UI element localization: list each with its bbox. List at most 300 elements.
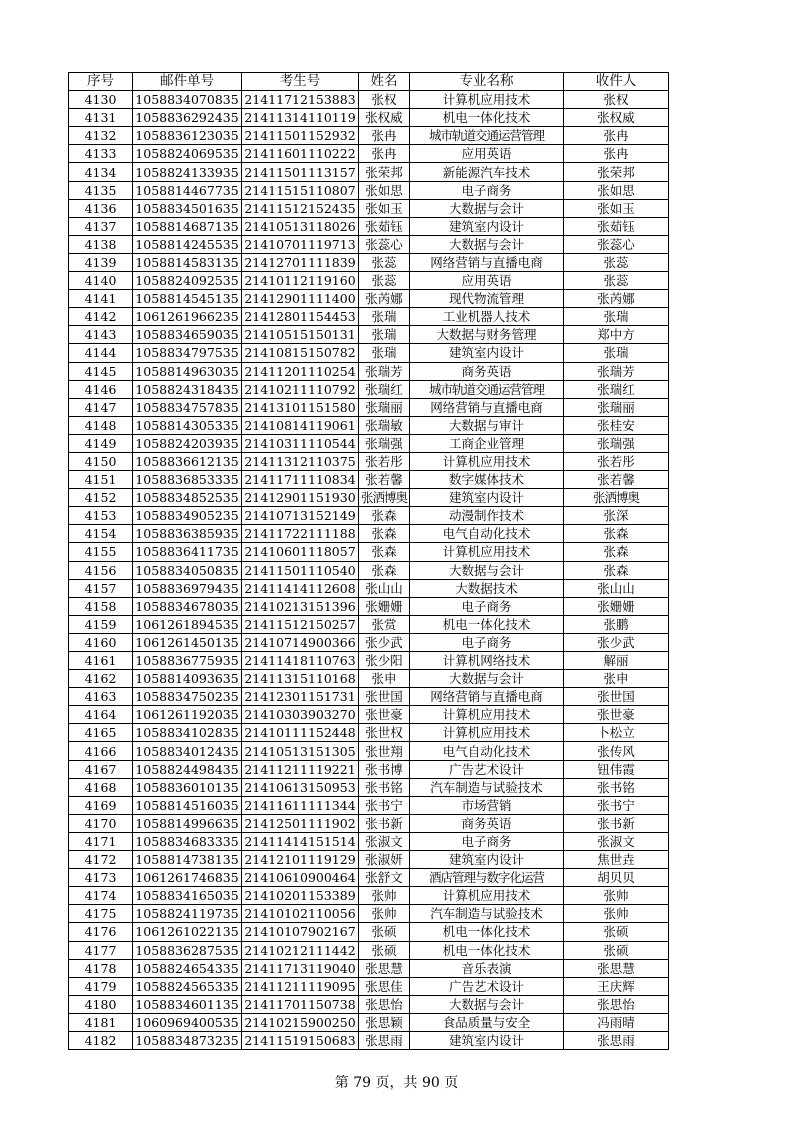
cell-recipient: 张桂安 [564, 416, 669, 434]
cell-recipient: 张权 [564, 91, 669, 109]
table-row [69, 525, 669, 543]
cell-seq: 4134 [69, 163, 133, 181]
cell-seq: 4132 [69, 127, 133, 145]
cell-name: 张如玉 [359, 199, 410, 217]
cell-name: 张帅 [359, 887, 410, 905]
cell-seq: 4149 [69, 434, 133, 452]
cell-seq: 4173 [69, 869, 133, 887]
cell-recipient: 张书新 [564, 814, 669, 832]
cell-seq: 4178 [69, 959, 133, 977]
cell-name: 张森 [359, 507, 410, 525]
cell-major: 城市轨道交通运营管理 [410, 127, 564, 145]
cell-major: 商务英语 [410, 362, 564, 380]
cell-exam-number: 21410213151396 [242, 597, 359, 615]
cell-mail-number: 1058834659035 [133, 326, 242, 344]
cell-name: 张冉 [359, 145, 410, 163]
cell-name: 张书博 [359, 760, 410, 778]
cell-seq: 4145 [69, 362, 133, 380]
table-row [69, 597, 669, 615]
cell-exam-number: 21410815150782 [242, 344, 359, 362]
header-recipient: 收件人 [564, 73, 669, 91]
cell-recipient: 张山山 [564, 579, 669, 597]
table-row [69, 326, 669, 344]
table-row [69, 235, 669, 253]
cell-name: 张思颖 [359, 1013, 410, 1031]
cell-recipient: 张书宁 [564, 796, 669, 814]
cell-recipient: 张荣邦 [564, 163, 669, 181]
cell-major: 音乐表演 [410, 959, 564, 977]
cell-major: 大数据与会计 [410, 670, 564, 688]
cell-name: 张权威 [359, 109, 410, 127]
table-row [69, 579, 669, 597]
recipient-table [68, 72, 669, 1050]
cell-exam-number: 21410601118057 [242, 543, 359, 561]
cell-recipient: 张瑞 [564, 308, 669, 326]
cell-name: 张森 [359, 525, 410, 543]
cell-exam-number: 21411414151514 [242, 832, 359, 850]
cell-mail-number: 1061261450135 [133, 633, 242, 651]
cell-recipient: 张书铭 [564, 778, 669, 796]
cell-mail-number: 1058834797535 [133, 344, 242, 362]
cell-mail-number: 1058824654335 [133, 959, 242, 977]
cell-seq: 4180 [69, 995, 133, 1013]
table-row [69, 905, 669, 923]
table-row [69, 652, 669, 670]
cell-mail-number: 1058834905235 [133, 507, 242, 525]
table-row [69, 471, 669, 489]
cell-exam-number: 21412101119129 [242, 851, 359, 869]
cell-major: 汽车制造与试验技术 [410, 778, 564, 796]
cell-exam-number: 21411211119221 [242, 760, 359, 778]
cell-recipient: 张申 [564, 670, 669, 688]
cell-major: 大数据与审计 [410, 416, 564, 434]
cell-exam-number: 21410513151305 [242, 742, 359, 760]
table-row [69, 724, 669, 742]
cell-seq: 4133 [69, 145, 133, 163]
cell-recipient: 张洒博奥 [564, 489, 669, 507]
cell-seq: 4177 [69, 941, 133, 959]
cell-exam-number: 21410814119061 [242, 416, 359, 434]
cell-exam-number: 21410513118026 [242, 217, 359, 235]
cell-recipient: 张森 [564, 525, 669, 543]
table-row [69, 163, 669, 181]
cell-seq: 4130 [69, 91, 133, 109]
cell-mail-number: 1058836287535 [133, 941, 242, 959]
cell-name: 张思佳 [359, 977, 410, 995]
cell-recipient: 张瑞芳 [564, 362, 669, 380]
cell-seq: 4169 [69, 796, 133, 814]
cell-seq: 4167 [69, 760, 133, 778]
header-row [69, 73, 669, 91]
cell-exam-number: 21412301151731 [242, 688, 359, 706]
cell-mail-number: 1058834165035 [133, 887, 242, 905]
cell-recipient: 张深 [564, 507, 669, 525]
cell-major: 动漫制作技术 [410, 507, 564, 525]
table-row [69, 145, 669, 163]
cell-mail-number: 1058834683335 [133, 832, 242, 850]
header-mail-number: 邮件单号 [133, 73, 242, 91]
cell-seq: 4176 [69, 923, 133, 941]
cell-exam-number: 21410111152448 [242, 724, 359, 742]
cell-name: 张书宁 [359, 796, 410, 814]
cell-recipient: 张冉 [564, 127, 669, 145]
cell-major: 电气自动化技术 [410, 525, 564, 543]
cell-exam-number: 21412901151930 [242, 489, 359, 507]
cell-mail-number: 1058814245535 [133, 235, 242, 253]
cell-exam-number: 21411418110763 [242, 652, 359, 670]
cell-mail-number: 1058824565335 [133, 977, 242, 995]
cell-mail-number: 1058824318435 [133, 380, 242, 398]
cell-major: 计算机应用技术 [410, 724, 564, 742]
cell-recipient: 张瑞红 [564, 380, 669, 398]
cell-recipient: 张姗姗 [564, 597, 669, 615]
table-row [69, 633, 669, 651]
table-row [69, 887, 669, 905]
cell-major: 食品质量与安全 [410, 1013, 564, 1031]
cell-exam-number: 21411414112608 [242, 579, 359, 597]
cell-exam-number: 21411501152932 [242, 127, 359, 145]
table-row [69, 109, 669, 127]
cell-exam-number: 21411701150738 [242, 995, 359, 1013]
table-row [69, 851, 669, 869]
cell-exam-number: 21411519150683 [242, 1031, 359, 1049]
cell-recipient: 张森 [564, 543, 669, 561]
cell-major: 建筑室内设计 [410, 1031, 564, 1049]
header-name: 姓名 [359, 73, 410, 91]
cell-major: 电气自动化技术 [410, 742, 564, 760]
cell-mail-number: 1061261746835 [133, 869, 242, 887]
cell-major: 商务英语 [410, 814, 564, 832]
cell-exam-number: 21411512150257 [242, 615, 359, 633]
cell-mail-number: 1058836123035 [133, 127, 242, 145]
cell-mail-number: 1061261022135 [133, 923, 242, 941]
cell-seq: 4161 [69, 652, 133, 670]
cell-exam-number: 21410515150131 [242, 326, 359, 344]
table-row [69, 742, 669, 760]
table-row [69, 181, 669, 199]
cell-name: 张权 [359, 91, 410, 109]
cell-name: 张冉 [359, 127, 410, 145]
cell-seq: 4175 [69, 905, 133, 923]
cell-major: 大数据与会计 [410, 199, 564, 217]
cell-recipient: 王庆辉 [564, 977, 669, 995]
cell-major: 应用英语 [410, 272, 564, 290]
cell-name: 张山山 [359, 579, 410, 597]
cell-exam-number: 21411312110375 [242, 452, 359, 470]
cell-exam-number: 21411201110254 [242, 362, 359, 380]
cell-mail-number: 1058836612135 [133, 452, 242, 470]
cell-recipient: 张如玉 [564, 199, 669, 217]
cell-exam-number: 21410303903270 [242, 706, 359, 724]
page-footer: 第 79 页，共 90 页 [334, 1075, 459, 1091]
cell-recipient: 张鹏 [564, 615, 669, 633]
cell-major: 大数据与会计 [410, 995, 564, 1013]
cell-mail-number: 1058836853335 [133, 471, 242, 489]
cell-exam-number: 21412801154453 [242, 308, 359, 326]
cell-exam-number: 21410102110056 [242, 905, 359, 923]
cell-mail-number: 1061261966235 [133, 308, 242, 326]
cell-name: 张茹钰 [359, 217, 410, 235]
table-row [69, 380, 669, 398]
cell-name: 张蕊 [359, 253, 410, 271]
cell-seq: 4159 [69, 615, 133, 633]
cell-major: 网络营销与直播电商 [410, 398, 564, 416]
cell-recipient: 张瑞强 [564, 434, 669, 452]
cell-recipient: 张茹钰 [564, 217, 669, 235]
cell-exam-number: 21410201153389 [242, 887, 359, 905]
cell-seq: 4160 [69, 633, 133, 651]
cell-name: 张少武 [359, 633, 410, 651]
cell-name: 张如思 [359, 181, 410, 199]
table-row [69, 434, 669, 452]
cell-name: 张蕊 [359, 272, 410, 290]
cell-name: 张硕 [359, 923, 410, 941]
cell-major: 计算机网络技术 [410, 652, 564, 670]
cell-recipient: 张森 [564, 561, 669, 579]
cell-mail-number: 1058814516035 [133, 796, 242, 814]
cell-recipient: 张如思 [564, 181, 669, 199]
table-row [69, 398, 669, 416]
cell-exam-number: 21411501110540 [242, 561, 359, 579]
cell-mail-number: 1058834012435 [133, 742, 242, 760]
table-row [69, 814, 669, 832]
cell-major: 建筑室内设计 [410, 344, 564, 362]
cell-mail-number: 1061261192035 [133, 706, 242, 724]
cell-seq: 4174 [69, 887, 133, 905]
cell-major: 网络营销与直播电商 [410, 253, 564, 271]
cell-seq: 4131 [69, 109, 133, 127]
table-row [69, 1013, 669, 1031]
cell-recipient: 焦世垚 [564, 851, 669, 869]
table-row [69, 452, 669, 470]
cell-seq: 4182 [69, 1031, 133, 1049]
cell-major: 广告艺术设计 [410, 977, 564, 995]
cell-mail-number: 1058814996635 [133, 814, 242, 832]
cell-recipient: 郑中方 [564, 326, 669, 344]
cell-mail-number: 1058814687135 [133, 217, 242, 235]
cell-mail-number: 1058834050835 [133, 561, 242, 579]
cell-name: 张若彤 [359, 452, 410, 470]
table-row [69, 832, 669, 850]
table-row [69, 344, 669, 362]
cell-seq: 4147 [69, 398, 133, 416]
cell-mail-number: 1058834757835 [133, 398, 242, 416]
cell-recipient: 胡贝贝 [564, 869, 669, 887]
cell-seq: 4139 [69, 253, 133, 271]
cell-name: 张瑞 [359, 308, 410, 326]
cell-seq: 4156 [69, 561, 133, 579]
cell-exam-number: 21410714900366 [242, 633, 359, 651]
header-major: 专业名称 [410, 73, 564, 91]
cell-name: 张舒文 [359, 869, 410, 887]
cell-exam-number: 21413101151580 [242, 398, 359, 416]
cell-recipient: 张蕊 [564, 253, 669, 271]
cell-name: 张瑞丽 [359, 398, 410, 416]
cell-major: 计算机应用技术 [410, 887, 564, 905]
cell-mail-number: 1058824498435 [133, 760, 242, 778]
table-row [69, 796, 669, 814]
table-row [69, 959, 669, 977]
cell-name: 张瑞芳 [359, 362, 410, 380]
cell-major: 大数据与财务管理 [410, 326, 564, 344]
cell-recipient: 张硕 [564, 923, 669, 941]
cell-exam-number: 21410107902167 [242, 923, 359, 941]
cell-name: 张淑文 [359, 832, 410, 850]
cell-seq: 4142 [69, 308, 133, 326]
cell-name: 张姗姗 [359, 597, 410, 615]
cell-name: 张世权 [359, 724, 410, 742]
cell-recipient: 张世豪 [564, 706, 669, 724]
table-row [69, 615, 669, 633]
cell-exam-number: 21410215900250 [242, 1013, 359, 1031]
cell-mail-number: 1058824119735 [133, 905, 242, 923]
cell-recipient: 解丽 [564, 652, 669, 670]
cell-exam-number: 21412501111902 [242, 814, 359, 832]
cell-mail-number: 1058834852535 [133, 489, 242, 507]
cell-exam-number: 21410311110544 [242, 434, 359, 452]
cell-recipient: 张硕 [564, 941, 669, 959]
cell-seq: 4163 [69, 688, 133, 706]
cell-seq: 4162 [69, 670, 133, 688]
cell-name: 张申 [359, 670, 410, 688]
cell-exam-number: 21411712153883 [242, 91, 359, 109]
cell-recipient: 张蕊心 [564, 235, 669, 253]
cell-recipient: 张淑文 [564, 832, 669, 850]
cell-recipient: 张世国 [564, 688, 669, 706]
cell-major: 机电一体化技术 [410, 109, 564, 127]
cell-major: 机电一体化技术 [410, 923, 564, 941]
table-row [69, 308, 669, 326]
cell-recipient: 张帅 [564, 905, 669, 923]
cell-seq: 4168 [69, 778, 133, 796]
cell-mail-number: 1058836979435 [133, 579, 242, 597]
cell-seq: 4138 [69, 235, 133, 253]
cell-name: 张瑞红 [359, 380, 410, 398]
cell-exam-number: 21411722111188 [242, 525, 359, 543]
cell-mail-number: 1058834873235 [133, 1031, 242, 1049]
cell-name: 张淑妍 [359, 851, 410, 869]
cell-name: 张思雨 [359, 1031, 410, 1049]
cell-seq: 4140 [69, 272, 133, 290]
cell-major: 数字媒体技术 [410, 471, 564, 489]
table-row [69, 760, 669, 778]
table-row [69, 995, 669, 1013]
table-row [69, 290, 669, 308]
cell-seq: 4154 [69, 525, 133, 543]
table-row [69, 977, 669, 995]
cell-name: 张思怡 [359, 995, 410, 1013]
cell-name: 张赏 [359, 615, 410, 633]
cell-mail-number: 1058814093635 [133, 670, 242, 688]
cell-major: 建筑室内设计 [410, 217, 564, 235]
cell-major: 应用英语 [410, 145, 564, 163]
cell-exam-number: 21411211119095 [242, 977, 359, 995]
cell-seq: 4179 [69, 977, 133, 995]
cell-name: 张少阳 [359, 652, 410, 670]
cell-seq: 4170 [69, 814, 133, 832]
cell-major: 汽车制造与试验技术 [410, 905, 564, 923]
cell-name: 张若馨 [359, 471, 410, 489]
cell-major: 网络营销与直播电商 [410, 688, 564, 706]
cell-major: 工商企业管理 [410, 434, 564, 452]
cell-name: 张帅 [359, 905, 410, 923]
table-row [69, 362, 669, 380]
cell-mail-number: 1058814738135 [133, 851, 242, 869]
cell-name: 张世翔 [359, 742, 410, 760]
table-row [69, 923, 669, 941]
cell-mail-number: 1058836775935 [133, 652, 242, 670]
cell-mail-number: 1060969400535 [133, 1013, 242, 1031]
cell-major: 现代物流管理 [410, 290, 564, 308]
table-row [69, 199, 669, 217]
cell-seq: 4136 [69, 199, 133, 217]
cell-name: 张蕊心 [359, 235, 410, 253]
cell-mail-number: 1058836010135 [133, 778, 242, 796]
cell-exam-number: 21411512152435 [242, 199, 359, 217]
cell-recipient: 张若馨 [564, 471, 669, 489]
cell-exam-number: 21412701111839 [242, 253, 359, 271]
table-row [69, 416, 669, 434]
cell-mail-number: 1058814583135 [133, 253, 242, 271]
cell-exam-number: 21410211110792 [242, 380, 359, 398]
cell-major: 计算机应用技术 [410, 91, 564, 109]
cell-name: 张森 [359, 561, 410, 579]
cell-mail-number: 1058836411735 [133, 543, 242, 561]
cell-recipient: 张思怡 [564, 995, 669, 1013]
table-row [69, 561, 669, 579]
cell-name: 张书新 [359, 814, 410, 832]
cell-name: 张瑞 [359, 326, 410, 344]
cell-major: 机电一体化技术 [410, 941, 564, 959]
cell-mail-number: 1058834102835 [133, 724, 242, 742]
table-row [69, 869, 669, 887]
table-row [69, 489, 669, 507]
header-seq: 序号 [69, 73, 133, 91]
cell-recipient: 钮伟霞 [564, 760, 669, 778]
cell-major: 城市轨道交通运营管理 [410, 380, 564, 398]
cell-mail-number: 1058834678035 [133, 597, 242, 615]
cell-recipient: 张芮娜 [564, 290, 669, 308]
cell-major: 广告艺术设计 [410, 760, 564, 778]
cell-exam-number: 21411315110168 [242, 670, 359, 688]
cell-name: 张荣邦 [359, 163, 410, 181]
cell-seq: 4171 [69, 832, 133, 850]
cell-seq: 4144 [69, 344, 133, 362]
cell-mail-number: 1058836292435 [133, 109, 242, 127]
cell-seq: 4166 [69, 742, 133, 760]
cell-name: 张芮娜 [359, 290, 410, 308]
cell-mail-number: 1058824133935 [133, 163, 242, 181]
cell-recipient: 张思慧 [564, 959, 669, 977]
cell-name: 张瑞强 [359, 434, 410, 452]
cell-major: 酒店管理与数字化运营 [410, 869, 564, 887]
cell-exam-number: 21411711110834 [242, 471, 359, 489]
cell-major: 电子商务 [410, 832, 564, 850]
cell-name: 张硕 [359, 941, 410, 959]
cell-exam-number: 21412901111400 [242, 290, 359, 308]
table-row [69, 670, 669, 688]
cell-name: 张森 [359, 543, 410, 561]
cell-seq: 4143 [69, 326, 133, 344]
cell-seq: 4158 [69, 597, 133, 615]
cell-mail-number: 1058834601135 [133, 995, 242, 1013]
table-row [69, 253, 669, 271]
cell-recipient: 冯雨晴 [564, 1013, 669, 1031]
cell-seq: 4165 [69, 724, 133, 742]
cell-exam-number: 21410610900464 [242, 869, 359, 887]
cell-recipient: 张传风 [564, 742, 669, 760]
cell-major: 电子商务 [410, 597, 564, 615]
